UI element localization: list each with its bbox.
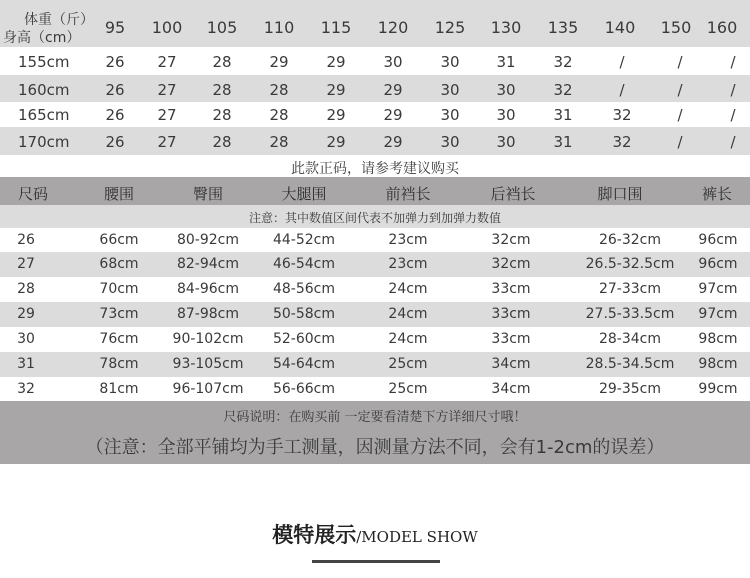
size-cell: 26 <box>105 53 125 71</box>
measurement-cell: 96cm <box>698 256 738 272</box>
footer-line-1: 尺码说明：在购买前 一定要看清楚下方详细尺寸哦！ <box>223 410 527 425</box>
measurement-cell: 98cm <box>698 331 738 347</box>
size-cell: 32 <box>612 106 632 124</box>
size-cell: 29 <box>326 133 346 151</box>
weight-row <box>0 127 750 155</box>
measurement-cell: 24cm <box>388 331 428 347</box>
size-label: 27 <box>17 256 35 272</box>
size-cell: 30 <box>440 133 460 151</box>
size-cell: 27 <box>157 106 177 124</box>
size-cell: 27 <box>157 133 177 151</box>
measurement-cell: 32cm <box>491 256 531 272</box>
size-cell: / <box>677 106 683 124</box>
size-cell: 26 <box>105 106 125 124</box>
measurement-cell: 32cm <box>491 232 531 248</box>
measurement-cell: 68cm <box>99 256 139 272</box>
size-cell: 27 <box>157 81 177 99</box>
weight-header: 110 <box>263 18 295 37</box>
measurement-cell: 82-94cm <box>176 256 240 272</box>
header-thigh: 大腿围 <box>281 185 327 203</box>
measurement-cell: 27.5-33.5cm <box>585 306 675 322</box>
measurement-cell: 25cm <box>388 381 428 397</box>
measurement-cell: 34cm <box>491 381 531 397</box>
size-header-row <box>0 177 750 205</box>
measurement-cell: 50-58cm <box>272 306 336 322</box>
size-cell: / <box>619 81 625 99</box>
footer-line-2: （注意：全部平铺均为手工测量，因测量方法不同，会有1-2cm的误差） <box>85 437 665 458</box>
measurement-cell: 93-105cm <box>172 356 244 372</box>
header-back-rise: 后裆长 <box>490 185 536 203</box>
measurement-cell: 96-107cm <box>172 381 244 397</box>
size-cell: 29 <box>269 53 289 71</box>
measurement-cell: 73cm <box>99 306 139 322</box>
size-cell: 29 <box>326 81 346 99</box>
height-label: 165cm <box>18 106 70 124</box>
measurement-cell: 33cm <box>491 306 531 322</box>
measurement-cell: 52-60cm <box>272 331 336 347</box>
size-cell: 32 <box>553 81 573 99</box>
measurement-cell: 76cm <box>99 331 139 347</box>
size-label: 29 <box>17 306 35 322</box>
size-cell: / <box>619 53 625 71</box>
size-row <box>0 277 750 302</box>
measurement-cell: 98cm <box>698 356 738 372</box>
header-leg-opening: 脚口围 <box>597 185 643 203</box>
header-length: 裤长 <box>701 185 733 203</box>
weight-row <box>0 75 750 102</box>
size-cell: 32 <box>553 53 573 71</box>
measurement-cell: 87-98cm <box>176 306 240 322</box>
measurement-cell: 29-35cm <box>598 381 662 397</box>
weight-header: 135 <box>547 18 579 37</box>
size-cell: 30 <box>440 106 460 124</box>
size-cell: 26 <box>105 81 125 99</box>
weight-header: 160 <box>706 18 738 37</box>
size-cell: / <box>677 81 683 99</box>
size-cell: 30 <box>440 53 460 71</box>
measurement-cell: 81cm <box>99 381 139 397</box>
size-cell: / <box>730 53 736 71</box>
size-row <box>0 352 750 377</box>
measurement-cell: 24cm <box>388 281 428 297</box>
size-row <box>0 228 750 252</box>
measurement-cell: 46-54cm <box>272 256 336 272</box>
size-cell: 31 <box>553 133 573 151</box>
size-cell: 28 <box>269 106 289 124</box>
weight-header: 115 <box>320 18 352 37</box>
weight-header: 120 <box>377 18 409 37</box>
size-cell: 28 <box>269 81 289 99</box>
height-label: 155cm <box>18 53 70 71</box>
size-cell: / <box>730 106 736 124</box>
measurement-cell: 23cm <box>388 232 428 248</box>
weight-header: 105 <box>206 18 238 37</box>
height-label: 170cm <box>18 133 70 151</box>
size-cell: 29 <box>326 106 346 124</box>
size-note-row <box>0 205 750 228</box>
weight-header: 150 <box>660 18 692 37</box>
size-cell: 31 <box>496 53 516 71</box>
footer-note-box <box>0 401 750 464</box>
weight-row <box>0 47 750 75</box>
measurement-cell: 97cm <box>698 281 738 297</box>
size-cell: 30 <box>496 106 516 124</box>
size-cell: 28 <box>212 133 232 151</box>
size-note: 注意：其中数值区间代表不加弹力到加弹力数值 <box>248 211 501 225</box>
measurement-cell: 54-64cm <box>272 356 336 372</box>
measurement-cell: 56-66cm <box>272 381 336 397</box>
size-row <box>0 302 750 327</box>
weight-header: 95 <box>104 18 126 37</box>
size-cell: / <box>730 133 736 151</box>
measurement-cell: 24cm <box>388 306 428 322</box>
size-cell: / <box>677 133 683 151</box>
measurement-cell: 78cm <box>99 356 139 372</box>
size-label: 31 <box>17 356 35 372</box>
measurement-cell: 96cm <box>698 232 738 248</box>
size-cell: / <box>677 53 683 71</box>
measurement-cell: 84-96cm <box>176 281 240 297</box>
size-cell: 30 <box>496 133 516 151</box>
header-waist: 腰围 <box>103 185 135 203</box>
measurement-cell: 27-33cm <box>598 281 662 297</box>
corner-height-label: 身高（cm） <box>3 30 81 46</box>
recommend-note: 此款正码，请参考建议购买 <box>291 161 459 177</box>
size-row <box>0 327 750 352</box>
size-cell: 29 <box>383 106 403 124</box>
measurement-cell: 25cm <box>388 356 428 372</box>
corner-weight-label: 体重（斤） <box>24 12 94 28</box>
measurement-cell: 99cm <box>698 381 738 397</box>
model-title-underline <box>312 560 440 563</box>
header-size: 尺码 <box>17 185 49 203</box>
measurement-cell: 80-92cm <box>176 232 240 248</box>
weight-header-row <box>0 0 750 47</box>
measurement-cell: 26.5-32.5cm <box>585 256 675 272</box>
size-cell: 27 <box>157 53 177 71</box>
size-cell: 32 <box>612 133 632 151</box>
size-row <box>0 252 750 277</box>
model-title-en: /MODEL SHOW <box>356 528 478 546</box>
measurement-cell: 48-56cm <box>272 281 336 297</box>
size-label: 26 <box>17 232 35 248</box>
measurement-cell: 70cm <box>99 281 139 297</box>
measurement-cell: 97cm <box>698 306 738 322</box>
measurement-cell: 28-34cm <box>598 331 662 347</box>
measurement-cell: 90-102cm <box>172 331 244 347</box>
model-section-title <box>0 519 750 549</box>
measurement-cell: 33cm <box>491 331 531 347</box>
weight-header: 130 <box>490 18 522 37</box>
size-cell: 29 <box>326 53 346 71</box>
height-label: 160cm <box>18 81 70 99</box>
measurement-cell: 44-52cm <box>272 232 336 248</box>
size-row <box>0 377 750 401</box>
header-hip: 臀围 <box>192 185 224 203</box>
weight-header: 100 <box>151 18 183 37</box>
size-cell: 30 <box>496 81 516 99</box>
size-cell: 28 <box>212 53 232 71</box>
size-cell: 30 <box>383 53 403 71</box>
size-cell: 28 <box>269 133 289 151</box>
size-label: 28 <box>17 281 35 297</box>
measurement-cell: 34cm <box>491 356 531 372</box>
measurement-cell: 66cm <box>99 232 139 248</box>
size-cell: 30 <box>440 81 460 99</box>
header-front-rise: 前裆长 <box>385 185 431 203</box>
size-label: 30 <box>17 331 35 347</box>
measurement-cell: 26-32cm <box>598 232 662 248</box>
measurement-cell: 23cm <box>388 256 428 272</box>
size-cell: 29 <box>383 133 403 151</box>
weight-header: 125 <box>434 18 466 37</box>
size-cell: 28 <box>212 81 232 99</box>
weight-row <box>0 102 750 127</box>
size-cell: / <box>730 81 736 99</box>
size-cell: 28 <box>212 106 232 124</box>
size-cell: 26 <box>105 133 125 151</box>
size-cell: 29 <box>383 81 403 99</box>
measurement-cell: 33cm <box>491 281 531 297</box>
model-title-cn: 模特展示 <box>272 523 357 547</box>
size-cell: 31 <box>553 106 573 124</box>
size-label: 32 <box>17 381 35 397</box>
weight-header: 140 <box>604 18 636 37</box>
measurement-cell: 28.5-34.5cm <box>585 356 675 372</box>
